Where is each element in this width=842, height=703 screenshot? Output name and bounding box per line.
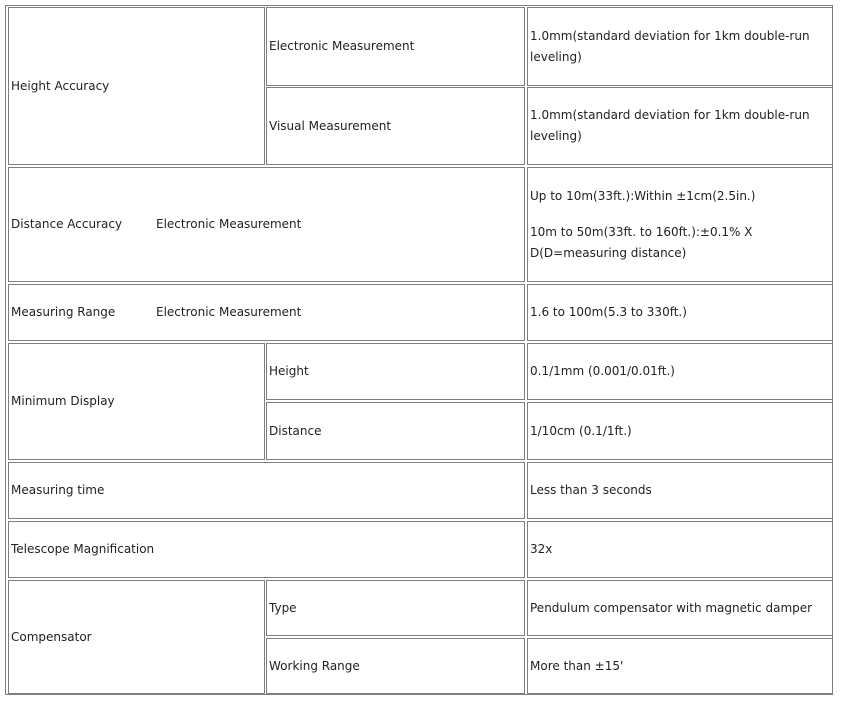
height-electronic-value-cell	[527, 7, 833, 86]
working-range-value-cell	[527, 638, 833, 694]
telescope-magnification-value: 32x	[530, 542, 553, 556]
working-range-value: More than ±15'	[530, 658, 624, 673]
distance-accuracy-value-cell	[527, 167, 833, 282]
min-height-value: 0.1/1mm (0.001/0.01ft.)	[530, 364, 675, 378]
height-accuracy-label: Height Accuracy	[11, 78, 110, 93]
working-range-label-cell	[266, 638, 525, 694]
minimum-display-label-cell	[8, 343, 265, 460]
min-distance-label: Distance	[269, 423, 322, 438]
measuring-range-value: 1.6 to 100m(5.3 to 330ft.)	[530, 305, 687, 319]
min-distance-value-cell	[527, 402, 833, 460]
height-electronic-value: 1.0mm(standard deviation for 1km double-run leveling)	[530, 28, 810, 64]
compensator-type-label: Type	[269, 600, 297, 615]
distance-accuracy-value-line1: Up to 10m(33ft.):Within ±1cm(2.5in.)	[530, 188, 756, 203]
height-visual-label: Visual Measurement	[269, 118, 392, 133]
distance-accuracy-value-line2: 10m to 50m(33ft. to 160ft.):±0.1% X D(D=measuring distance)	[530, 224, 753, 260]
telescope-magnification-value-cell	[527, 521, 833, 578]
compensator-label: Compensator	[11, 629, 92, 644]
distance-accuracy-label: Distance Accuracy	[11, 217, 123, 231]
measuring-time-label-cell	[8, 462, 525, 519]
compensator-type-value: Pendulum compensator with magnetic damper	[530, 600, 813, 615]
height-electronic-label: Electronic Measurement	[269, 39, 415, 53]
min-height-label-cell	[266, 343, 525, 400]
measuring-time-value: Less than 3 seconds	[530, 483, 652, 497]
measuring-range-label-cell	[8, 284, 525, 341]
min-distance-value: 1/10cm (0.1/1ft.)	[530, 423, 632, 438]
measuring-time-label: Measuring time	[11, 483, 105, 497]
minimum-display-label: Minimum Display	[11, 394, 115, 408]
min-height-value-cell	[527, 343, 833, 400]
height-accuracy-label-cell	[8, 7, 265, 165]
distance-accuracy-label-cell	[8, 167, 525, 282]
measuring-range-sub-label: Electronic Measurement	[156, 305, 302, 319]
min-distance-label-cell	[266, 402, 525, 460]
height-visual-value: 1.0mm(standard deviation for 1km double-run leveling)	[530, 108, 810, 143]
height-electronic-label-cell	[266, 7, 525, 86]
compensator-label-cell	[8, 580, 265, 694]
distance-accuracy-sub-label: Electronic Measurement	[156, 217, 302, 231]
telescope-magnification-label: Telescope Magnification	[11, 542, 155, 556]
measuring-range-value-cell	[527, 284, 833, 341]
compensator-type-value-cell	[527, 580, 833, 636]
measuring-time-value-cell	[527, 462, 833, 519]
compensator-type-label-cell	[266, 580, 525, 636]
telescope-magnification-label-cell	[8, 521, 525, 578]
min-height-label: Height	[269, 364, 309, 378]
working-range-label: Working Range	[269, 658, 360, 673]
measuring-range-label: Measuring Range	[11, 305, 116, 319]
height-visual-value-cell	[527, 87, 833, 165]
height-visual-label-cell	[266, 87, 525, 165]
